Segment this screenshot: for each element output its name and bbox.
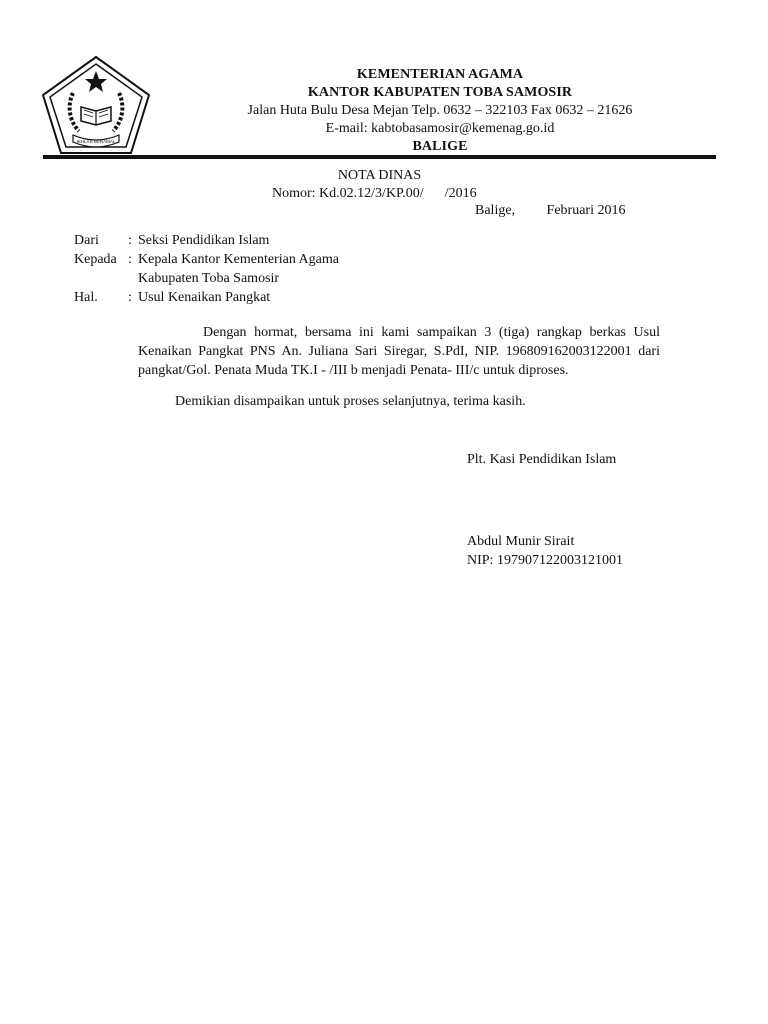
memo-place-date: Balige, Februari 2016 bbox=[475, 203, 626, 218]
memo-number: Nomor: Kd.02.12/3/KP.00/ /2016 bbox=[272, 186, 477, 201]
field-value: Kepala Kantor Kementerian Agama bbox=[138, 252, 339, 267]
field-colon bbox=[128, 269, 138, 288]
kemenag-emblem-icon bbox=[41, 55, 151, 155]
memo-title: NOTA DINAS bbox=[337, 168, 422, 183]
ministry-name: KEMENTERIAN AGAMA bbox=[356, 67, 524, 82]
signatory-title: Plt. Kasi Pendidikan Islam bbox=[467, 452, 617, 467]
signature-block bbox=[467, 532, 623, 570]
letterhead-divider bbox=[43, 155, 716, 159]
field-label: Hal. bbox=[74, 290, 98, 305]
field-colon: : bbox=[128, 252, 132, 267]
memo-fields bbox=[74, 231, 438, 307]
letterhead bbox=[160, 66, 720, 156]
field-label: Kepada bbox=[74, 252, 117, 267]
body-paragraph: Dengan hormat, bersama ini kami sampaikan 3 (tiga) rangkap berkas Usul Kenaikan Pangkat PNS An. Juliana Sari Siregar, S.PdI, NIP. 196809162003122001 dari pangkat/Gol. Penata Muda TK.I - /III b menjadi Penata- III/c untuk diproses. bbox=[138, 325, 660, 378]
office-address: Jalan Huta Bulu Desa Mejan Telp. 0632 – 322103 Fax 0632 – 21626 bbox=[247, 103, 633, 118]
field-colon: : bbox=[128, 233, 132, 248]
field-colon: : bbox=[128, 290, 132, 305]
field-row-to-cont bbox=[74, 269, 438, 288]
signatory-nip: NIP: 197907122003121001 bbox=[467, 553, 623, 568]
office-city: BALIGE bbox=[412, 139, 468, 154]
field-value: Usul Kenaikan Pangkat bbox=[138, 290, 271, 305]
field-row-subject bbox=[74, 288, 438, 307]
closing-sentence: Demikian disampaikan untuk proses selanjutnya, terima kasih. bbox=[175, 394, 526, 409]
field-row-to bbox=[74, 250, 438, 269]
field-value: Kabupaten Toba Samosir bbox=[138, 271, 280, 286]
office-email: E-mail: kabtobasamosir@kemenag.go.id bbox=[325, 121, 555, 136]
field-value: Seksi Pendidikan Islam bbox=[138, 233, 270, 248]
logo-ribbon-text: IKHLAS BERAMAL bbox=[76, 139, 116, 144]
office-name: KANTOR KABUPATEN TOBA SAMOSIR bbox=[307, 85, 573, 100]
signatory-name: Abdul Munir Sirait bbox=[467, 534, 575, 549]
field-label: Dari bbox=[74, 233, 99, 248]
field-label bbox=[74, 269, 128, 288]
field-row-from bbox=[74, 231, 438, 250]
